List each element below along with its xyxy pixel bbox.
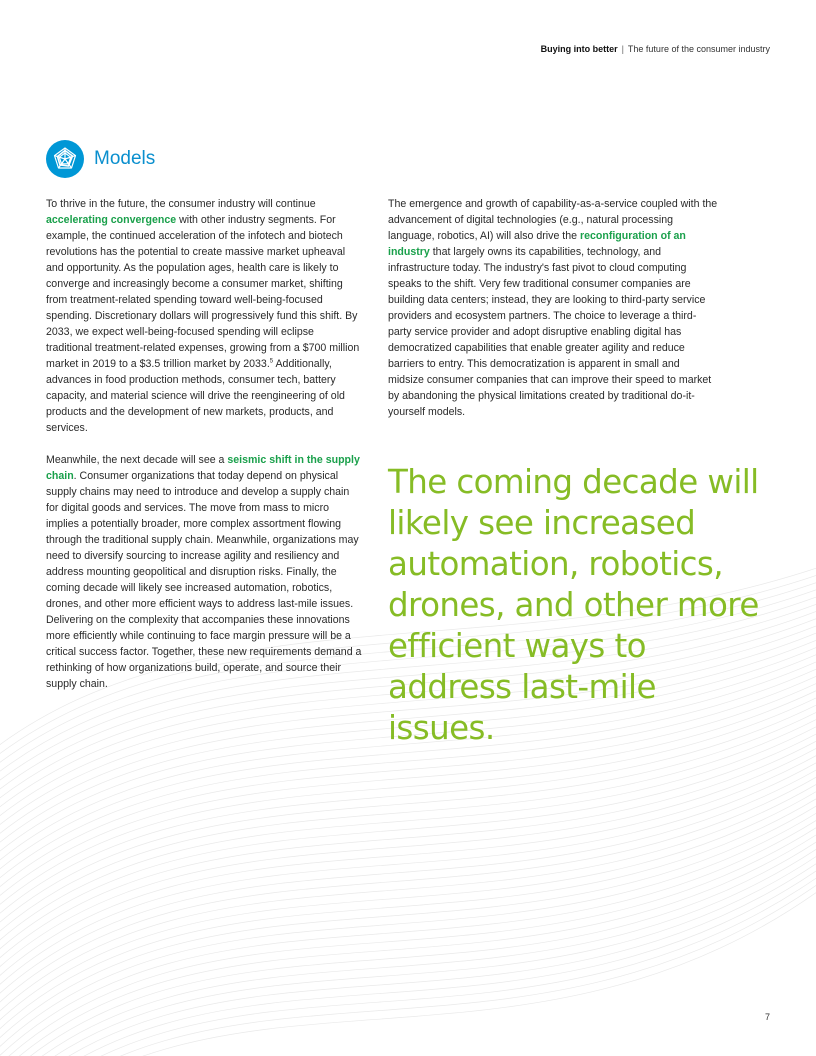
text-run: . Consumer organizations that today depend on physical supply chains may need to introduce and develop a supply chain for digital goods and services. The move from mass to micro implies a potentially broader, more complex assortment flowing through the traditional supply chain. Meanwhile, organizations may need to diversify sourcing to increase agility and resiliency and address mounting geopolitical and disruption risks. Finally, the coming decade will likely see increased automation, robotics, drones, and other more efficient ways to address last-mile issues. Delivering on the complexity that accompanies these innovations more efficiently while continuing to face margin pressure will be a critical success factor. Together, these new requirements demand a rethinking of how organizations build, operate, and source their supply chain. (46, 470, 362, 690)
highlight-reconfiguration: reconfiguration of an industry (388, 230, 686, 258)
footnote-marker: 5 (269, 358, 274, 365)
highlight-accelerating-convergence: accelerating convergence (46, 214, 177, 226)
section-heading (46, 140, 155, 178)
header-subtitle: The future of the consumer industry (627, 44, 770, 54)
paragraph-reconfiguration (388, 196, 718, 420)
page-number: 7 (764, 1012, 770, 1022)
text-run: Meanwhile, the next decade will see a (46, 454, 228, 466)
running-header (541, 44, 770, 54)
pull-quote: The coming decade will likely see increased automation, robotics, drones, and other more efficient ways to address last-mile issues. (388, 463, 759, 747)
left-column (46, 196, 362, 708)
highlight-seismic-shift: seismic shift in the supply chain (46, 454, 360, 482)
right-column (388, 196, 718, 436)
section-title: Models (94, 148, 156, 169)
text-run: Additionally, advances in food production methods, consumer tech, battery capacity, and material science will drive the reengineering of old products and the development of new markets, products, and services. (46, 358, 345, 434)
header-separator: | (621, 44, 624, 54)
text-run: that largely owns its capabilities, technology, and infrastructure today. The industry's fast pivot to cloud computing speaks to the shift. Very few traditional consumer companies are building data centers; instead, they are looking to third-party service providers and ecosystem partners. The choice to leverage a third-party service provider and adopt disruptive enabling digital has democratized capabilities that enable greater agility and reduce barriers to entry. This democratization is apparent in small and midsize consumer companies that can improve their speed to market by abandoning the physical limitations created by traditional do-it-yourself models. (388, 246, 712, 418)
text-run: with other industry segments. For example, the continued acceleration of the infotech and biotech revolutions has the potential to create massive market upheaval and opportunity. As the population ages, health care is likely to converge and increasingly become a consumer market, shifting from treatment-related spending toward well-being-focused spending. Discretionary dollars will progressively fund this shift. By 2033, we expect well-being-focused spending will eclipse traditional treatment-related expenses, growing from a $700 million market in 2019 to a $3.5 trillion market by 2033. (46, 214, 360, 370)
text-run: To thrive in the future, the consumer industry will continue (46, 198, 316, 210)
paragraph-supply-chain (46, 452, 362, 692)
header-report-title: Buying into better (540, 44, 618, 54)
spider-web-icon (46, 140, 84, 178)
text-run: The emergence and growth of capability-as-a-service coupled with the advancement of digital technologies (e.g., natural processing language, robotics, AI) will also drive the (388, 198, 718, 242)
paragraph-convergence (46, 196, 362, 436)
